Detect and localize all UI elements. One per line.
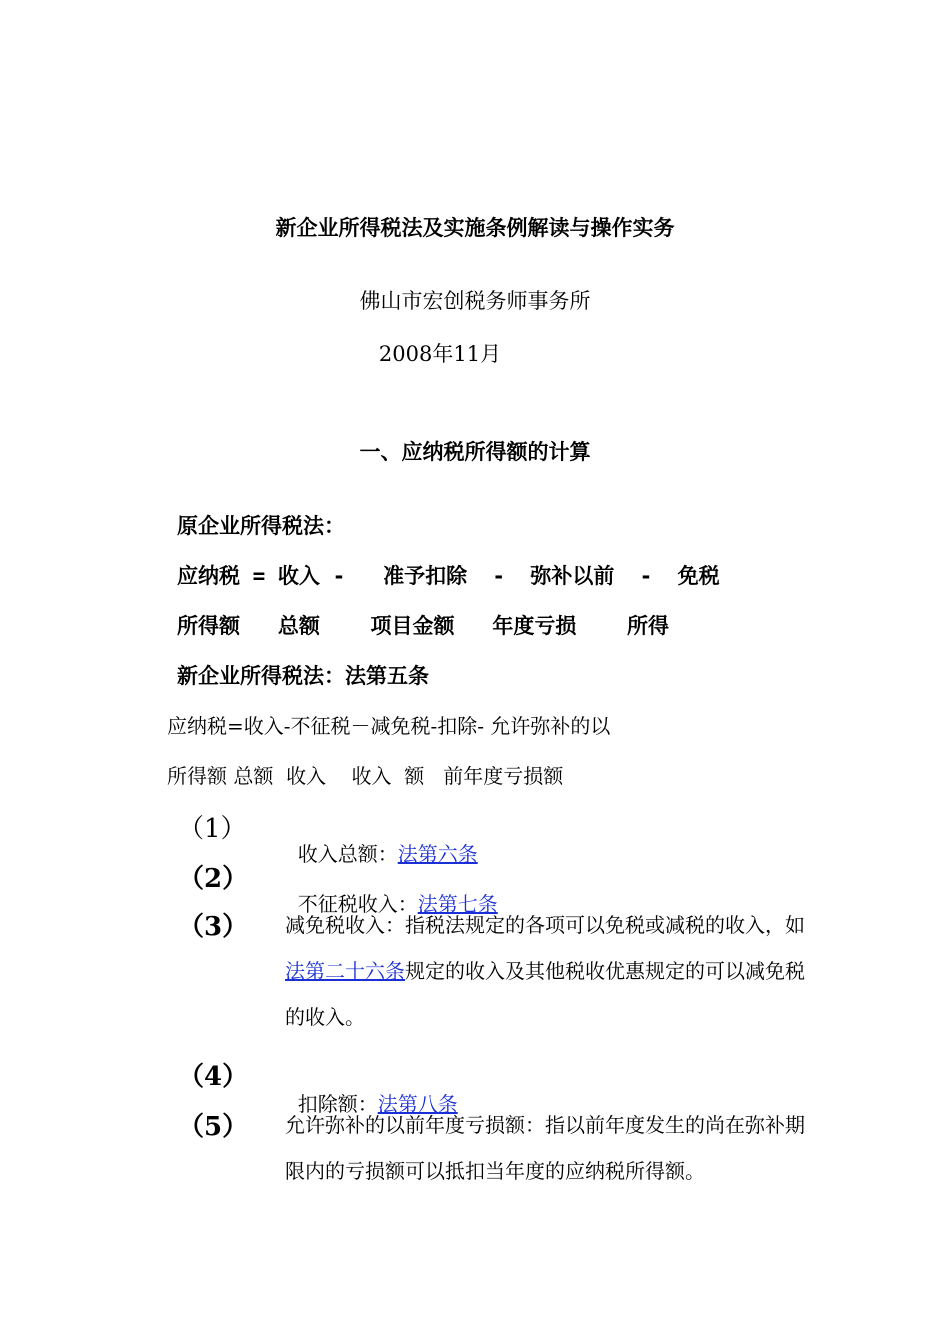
document-date: 2008年11月 <box>378 342 502 366</box>
item-number-1: （1） <box>178 814 247 844</box>
item-number-3: （3） <box>178 912 249 942</box>
old-formula-bottom: 所得额 总额 项目金额 年度亏损 所得 <box>177 614 670 638</box>
law-article-6-link[interactable]: 法第六条 <box>397 842 478 866</box>
new-law-label: 新企业所得税法：法第五条 <box>177 664 429 688</box>
item-number-4: （4） <box>178 1062 249 1092</box>
item-text-3: 减免税收入：指税法规定的各项可以免税或减税的收入，如 <box>285 913 805 937</box>
document-title: 新企业所得税法及实施条例解读与操作实务 <box>275 215 675 240</box>
list-item-5 <box>285 1102 815 1194</box>
old-law-label: 原企业所得税法： <box>177 514 345 538</box>
law-article-26-link[interactable]: 法第二十六条 <box>285 959 405 983</box>
item-text-5: 允许弥补的以前年度亏损额：指以前年度发生的尚在弥补期限内的亏损额可以抵扣当年度的应纳税所得额。 <box>285 1113 805 1183</box>
item-text-3-suffix: 规定的收入及其他税收优惠规定的可以减免税的收入。 <box>285 959 805 1029</box>
section-heading: 一、应纳税所得额的计算 <box>359 439 591 464</box>
item-text-2: 不征税收入： <box>297 892 418 916</box>
new-formula-top: 应纳税=收入-不征税－减免税-扣除- 允许弥补的以 <box>167 714 611 738</box>
item-text-4: 扣除额： <box>297 1092 378 1116</box>
law-article-7-link[interactable]: 法第七条 <box>417 892 498 916</box>
item-number-5: （5） <box>178 1112 249 1142</box>
list-item-1 <box>285 814 478 867</box>
law-article-8-link[interactable]: 法第八条 <box>377 1092 458 1116</box>
new-formula-bottom: 所得额 总额 收入 收入 额 前年度亏损额 <box>167 764 564 788</box>
item-number-2: （2） <box>178 864 249 894</box>
list-item-3 <box>285 902 815 1040</box>
old-formula-top: 应纳税 = 收入 - 准予扣除 - 弥补以前 - 免税 <box>177 564 720 588</box>
organization-name: 佛山市宏创税务师事务所 <box>359 289 591 313</box>
item-text-1: 收入总额： <box>297 842 398 866</box>
